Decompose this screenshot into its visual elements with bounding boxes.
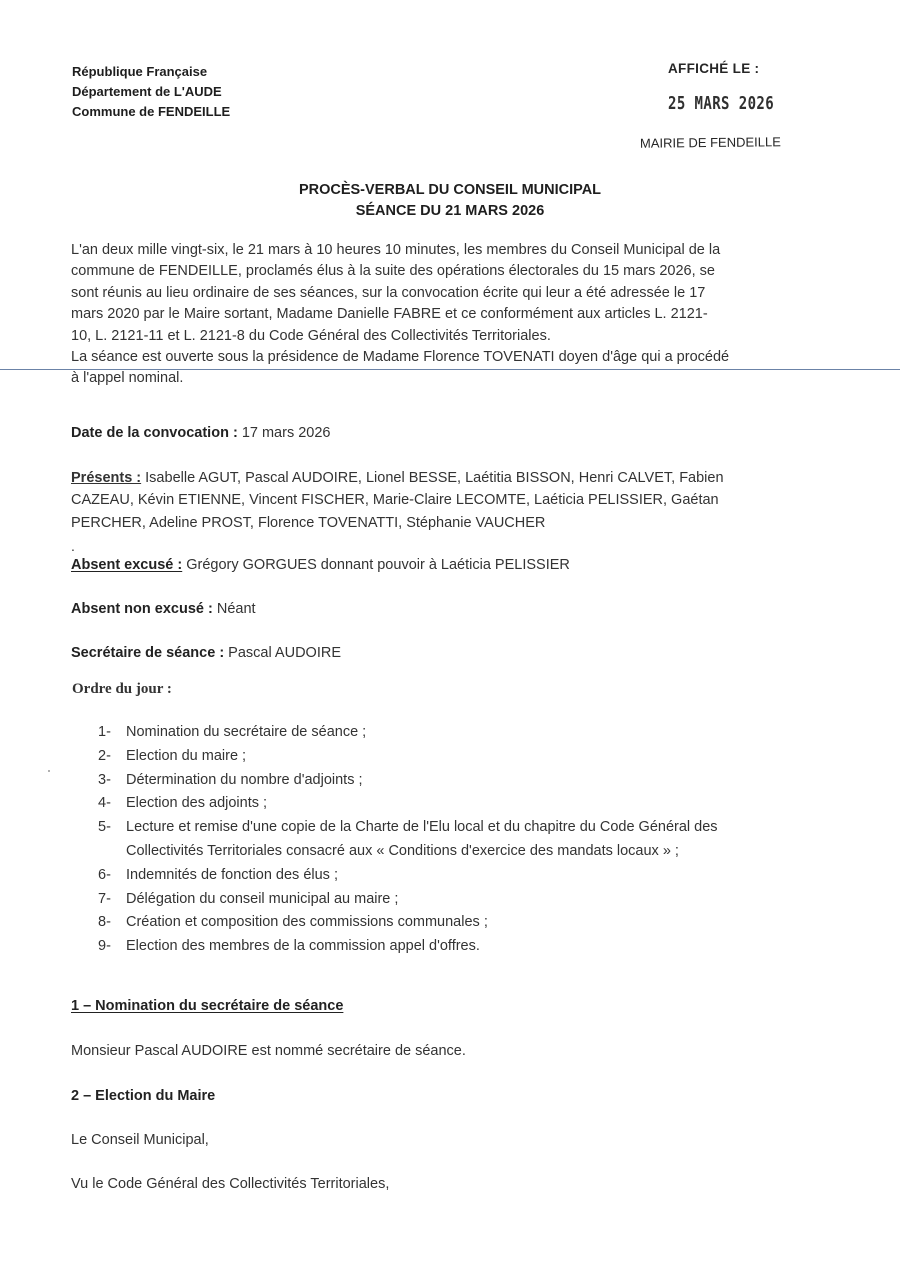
convocation-label: Date de la convocation : [71, 425, 238, 441]
presents-block [71, 467, 839, 534]
secretaire-seance [71, 643, 341, 663]
presents-label: Présents : [71, 470, 142, 486]
presents-line: CAZEAU, Kévin ETIENNE, Vincent FISCHER, Marie-Claire LECOMTE, Laéticia PELISSIER, Gaétan [71, 492, 719, 509]
issuer-republic: République Française [72, 64, 208, 79]
intro-line: mars 2020 par le Maire sortant, Madame Danielle FABRE et ce conformément aux articles L. 2121- [71, 306, 708, 323]
intro-line: à l'appel nominal. [71, 370, 184, 387]
agenda-item: 4- Election des adjoints ; [98, 795, 268, 812]
section2-text2: Vu le Code Général des Collectivités Territoriales, [71, 1176, 390, 1192]
secretaire-value: Pascal AUDOIRE [224, 645, 341, 661]
absent-non-excuse-label: Absent non excusé : [71, 601, 213, 617]
agenda-heading: Ordre du jour : [72, 681, 172, 697]
absent-excuse [71, 555, 570, 575]
section2-heading: 2 – Election du Maire [71, 1088, 216, 1104]
posting-stamp-mairie: MAIRIE DE FENDEILLE [639, 134, 781, 151]
intro-line: sont réunis au lieu ordinaire de ses séances, sur la convocation écrite qui leur a été adressée le 17 [71, 284, 706, 301]
stray-mark: . [71, 538, 75, 554]
absent-excuse-label: Absent excusé : [71, 557, 183, 573]
intro-paragraph [71, 240, 841, 390]
convocation-date [71, 423, 331, 443]
presents-line: PERCHER, Adeline PROST, Florence TOVENATTI, Stéphanie VAUCHER [71, 514, 546, 531]
issuer-commune: Commune de FENDEILLE [72, 104, 231, 119]
agenda-item: 3- Détermination du nombre d'adjoints ; [98, 771, 363, 788]
agenda-item: 2- Election du maire ; [98, 747, 247, 764]
agenda-list [0, 721, 846, 959]
intro-line: 10, L. 2121-11 et L. 2121-8 du Code Général des Collectivités Territoriales. [71, 327, 551, 344]
scan-artifact-line [0, 369, 900, 370]
intro-line: L'an deux mille vingt-six, le 21 mars à 10 heures 10 minutes, les membres du Conseil Municipal de la [71, 242, 721, 258]
scan-speck [48, 770, 50, 772]
absent-excuse-value: Grégory GORGUES donnant pouvoir à Laéticia PELISSIER [182, 557, 570, 573]
agenda-item: 5- Lecture et remise d'une copie de la Charte de l'Elu local et du chapitre du Code Général des Collectivités Territoriales consacré aux « Conditions d'exercice des mandats locaux » ; [98, 819, 718, 859]
agenda-item: 7- Délégation du conseil municipal au maire ; [98, 890, 399, 907]
agenda-item: 8- Création et composition des commissions communales ; [98, 914, 488, 931]
section2-text1: Le Conseil Municipal, [71, 1132, 209, 1148]
document-subtitle: SÉANCE DU 21 MARS 2026 [355, 203, 545, 219]
posting-stamp-date: 25 MARS 2026 [668, 93, 775, 114]
intro-line: commune de FENDEILLE, proclamés élus à la suite des opérations électorales du 15 mars 2026, se [71, 263, 715, 280]
absent-non-excuse-value: Néant [212, 601, 256, 617]
section1-text: Monsieur Pascal AUDOIRE est nommé secrétaire de séance. [71, 1043, 466, 1059]
absent-non-excuse [71, 599, 256, 619]
agenda-item: 6- Indemnités de fonction des élus ; [98, 866, 338, 883]
agenda-item: 9- Election des membres de la commission appel d'offres. [98, 938, 480, 955]
agenda-item: 1- Nomination du secrétaire de séance ; [98, 724, 367, 740]
secretaire-label: Secrétaire de séance : [71, 645, 225, 661]
posting-stamp-label: AFFICHÉ LE : [668, 61, 760, 76]
issuer-block [72, 62, 230, 122]
section1-heading: 1 – Nomination du secrétaire de séance [71, 998, 344, 1014]
convocation-value: 17 mars 2026 [237, 425, 331, 441]
document-title: PROCÈS-VERBAL DU CONSEIL MUNICIPAL [298, 182, 602, 198]
issuer-department: Département de L'AUDE [72, 84, 222, 99]
intro-line: La séance est ouverte sous la présidence de Madame Florence TOVENATI doyen d'âge qui a procédé [71, 349, 730, 366]
presents-line: Présents : Isabelle AGUT, Pascal AUDOIRE, Lionel BESSE, Laétitia BISSON, Henri CALVET, Fabien [71, 470, 724, 486]
